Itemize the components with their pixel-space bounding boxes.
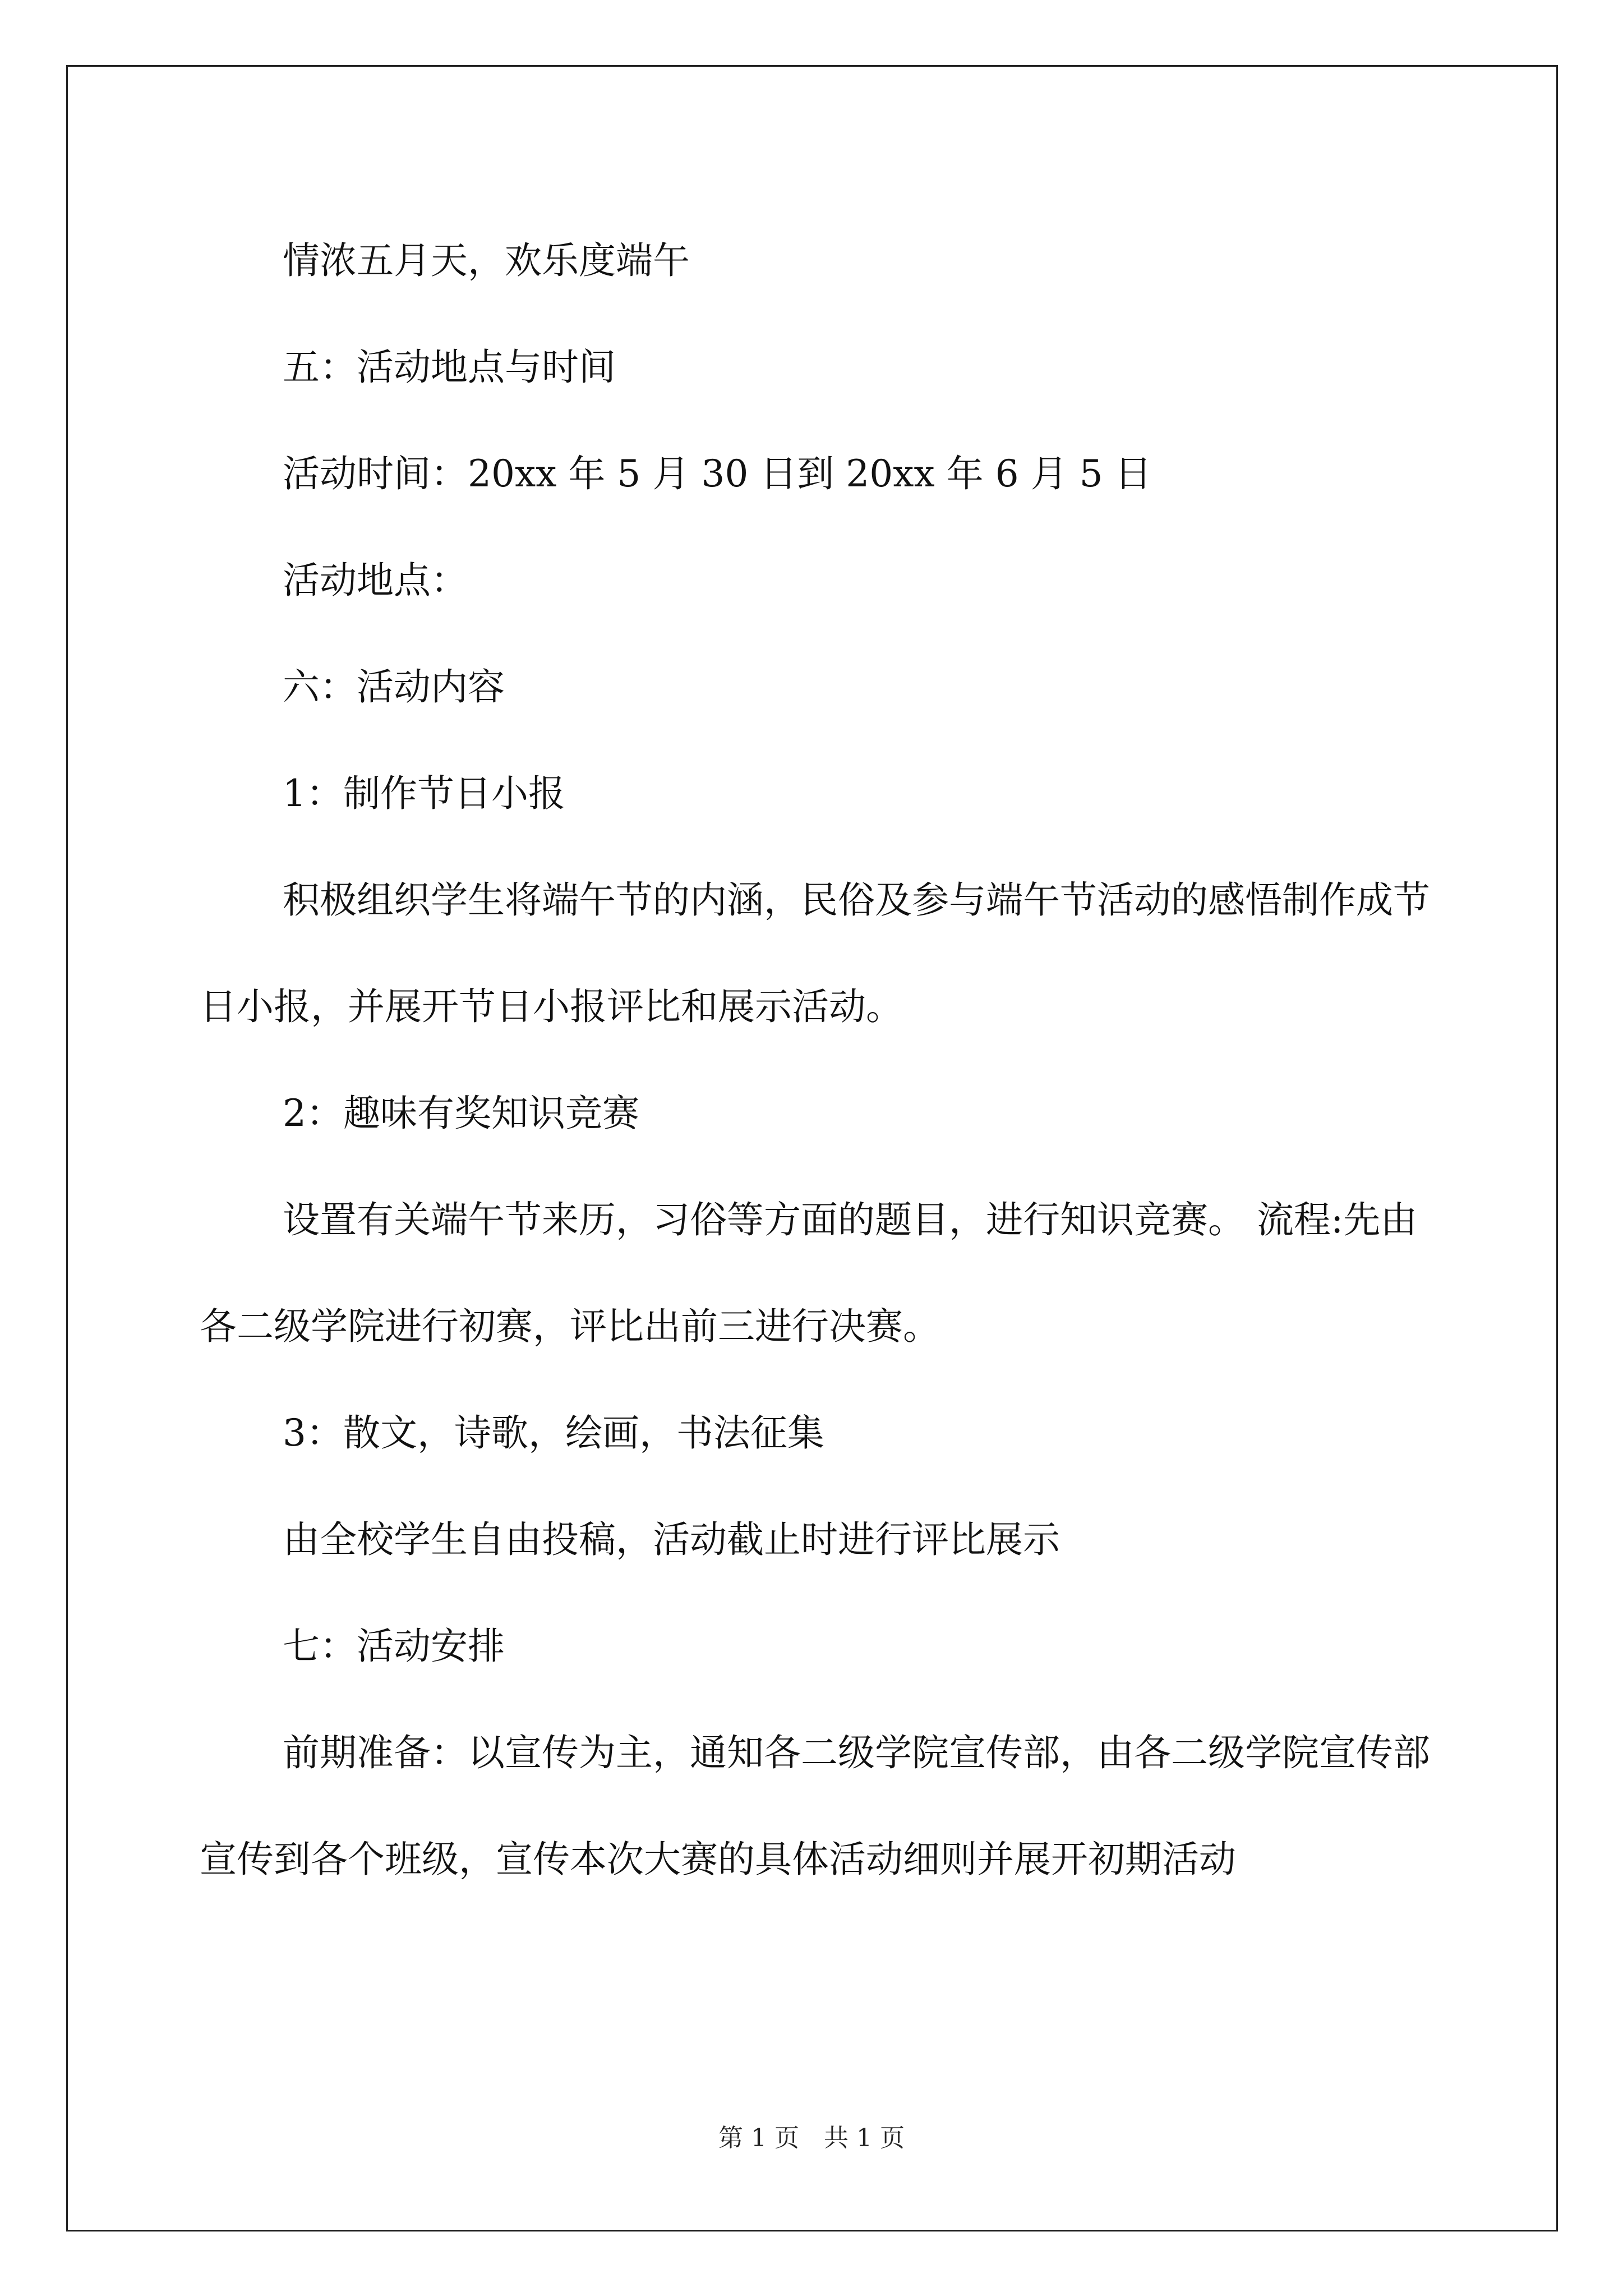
paragraph-activity-location: 活动地点：: [283, 559, 468, 602]
paragraph-item-3-detail: 由全校学生自由投稿，活动截止时进行评比展示: [283, 1518, 1060, 1561]
paragraph-preparation: 前期准备：以宣传为主，通知各二级学院宣传部，由各二级学院宣传部宣传到各个班级，宣传本次大赛的具体活动细则并展开初期活动: [200, 1731, 1430, 1881]
paragraph-theme: 情浓五月天，欢乐度端午: [283, 239, 690, 282]
heading-section-7: 七：活动安排: [283, 1625, 505, 1668]
heading-section-6: 六：活动内容: [283, 665, 505, 708]
page-number-footer: 第 1 页 共 1 页: [718, 2124, 905, 2152]
paragraph-item-1-detail: 积极组织学生将端午节的内涵，民俗及参与端午节活动的感悟制作成节日小报，并展开节日小报评比和展示活动。: [200, 878, 1430, 1028]
document-body: [200, 208, 1431, 1913]
heading-item-1: 1：制作节日小报: [283, 772, 565, 815]
heading-item-2: 2：趣味有奖知识竞赛: [283, 1092, 639, 1135]
paragraph-item-2-detail: 设置有关端午节来历，习俗等方面的题目，进行知识竞赛。 流程:先由各二级学院进行初赛，评比出前三进行决赛。: [200, 1198, 1418, 1348]
heading-item-3: 3：散文，诗歌，绘画，书法征集: [283, 1411, 824, 1455]
paragraph-activity-time: 活动时间：20xx 年 5 月 30 日到 20xx 年 6 月 5 日: [283, 452, 1152, 495]
heading-section-5: 五：活动地点与时间: [283, 346, 616, 389]
